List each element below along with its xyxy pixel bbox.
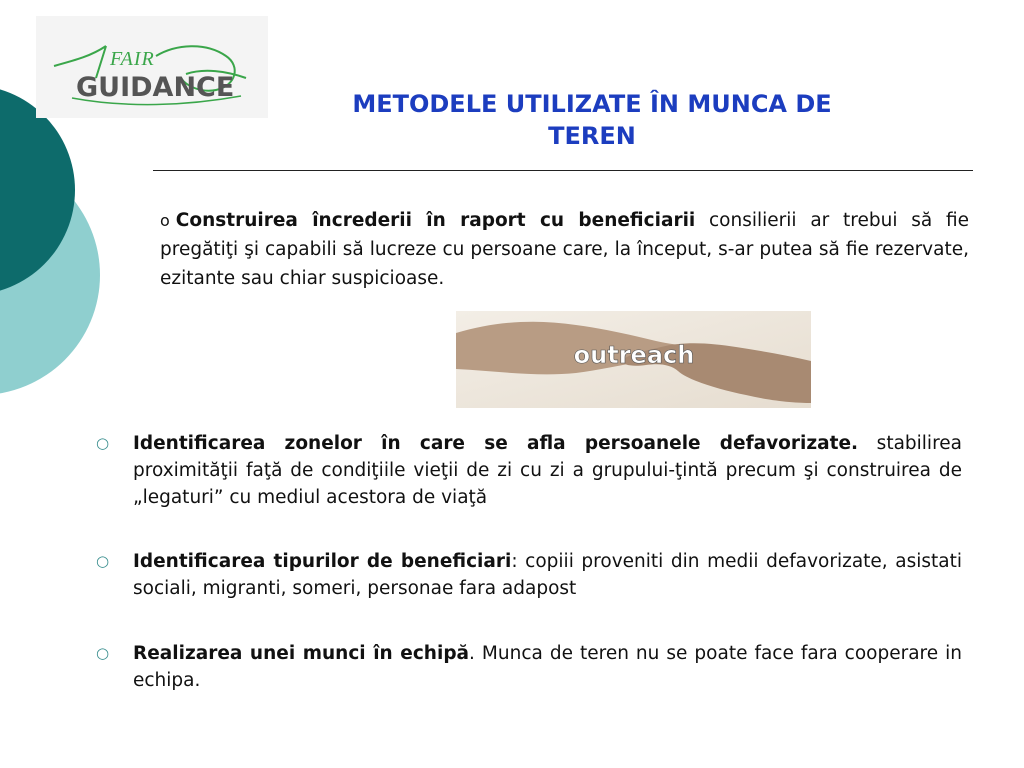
reaching-hands-image <box>456 311 811 408</box>
bullet-3-bold: Realizarea unei munci în echipă <box>133 643 470 664</box>
intro-body-text: consilierii ar trebui să fie pregătiţi şi capabili să lucreze cu persoane care, la început, s-ar putea să fie rezervate, ezitante sau chiar suspicioase. <box>160 210 969 289</box>
hands-illustration <box>456 311 811 408</box>
bullet-2-bold: Identificarea tipurilor de beneficiari <box>133 551 512 572</box>
title-divider <box>153 170 973 171</box>
intro-paragraph <box>160 206 969 293</box>
bullet-circle-icon: ○ <box>96 434 110 452</box>
bullet-circle-icon: ○ <box>96 552 110 570</box>
intro-bold-text: Construirea încrederii în raport cu beneficiarii <box>175 210 696 231</box>
bullet-1-bold: Identificarea zonelor în care se afla persoanele defavorizate. <box>133 433 859 454</box>
title-line-2: TEREN <box>548 122 636 150</box>
bullet-list <box>96 430 962 694</box>
fair-guidance-logo <box>36 16 268 118</box>
list-item <box>96 430 962 511</box>
bullet-circle-icon: ○ <box>96 644 110 662</box>
bullet-3-text: . Munca de teren nu se poate face fara cooperare in echipa. <box>133 643 962 691</box>
logo-fair-text: FAIR <box>110 48 155 70</box>
bullet-2-text: : copiii proveniti din medii defavorizate, asistati sociali, migranti, someri, personae fara adapost <box>133 551 963 599</box>
outreach-caption: outreach <box>573 341 695 369</box>
title-line-1: METODELE UTILIZATE ÎN MUNCA DE <box>352 90 832 118</box>
intro-bullet-marker: o <box>160 211 170 230</box>
logo-guidance-text: GUIDANCE <box>76 72 235 103</box>
list-item <box>96 548 962 602</box>
slide-title <box>250 88 934 152</box>
list-item <box>96 640 962 694</box>
bullet-1-text: stabilirea proximităţii faţă de condiţiile vieţii de zi cu zi a grupului-ţintă precum şi construirea de „legaturi” cu mediul acestora de viaţă <box>133 433 962 508</box>
